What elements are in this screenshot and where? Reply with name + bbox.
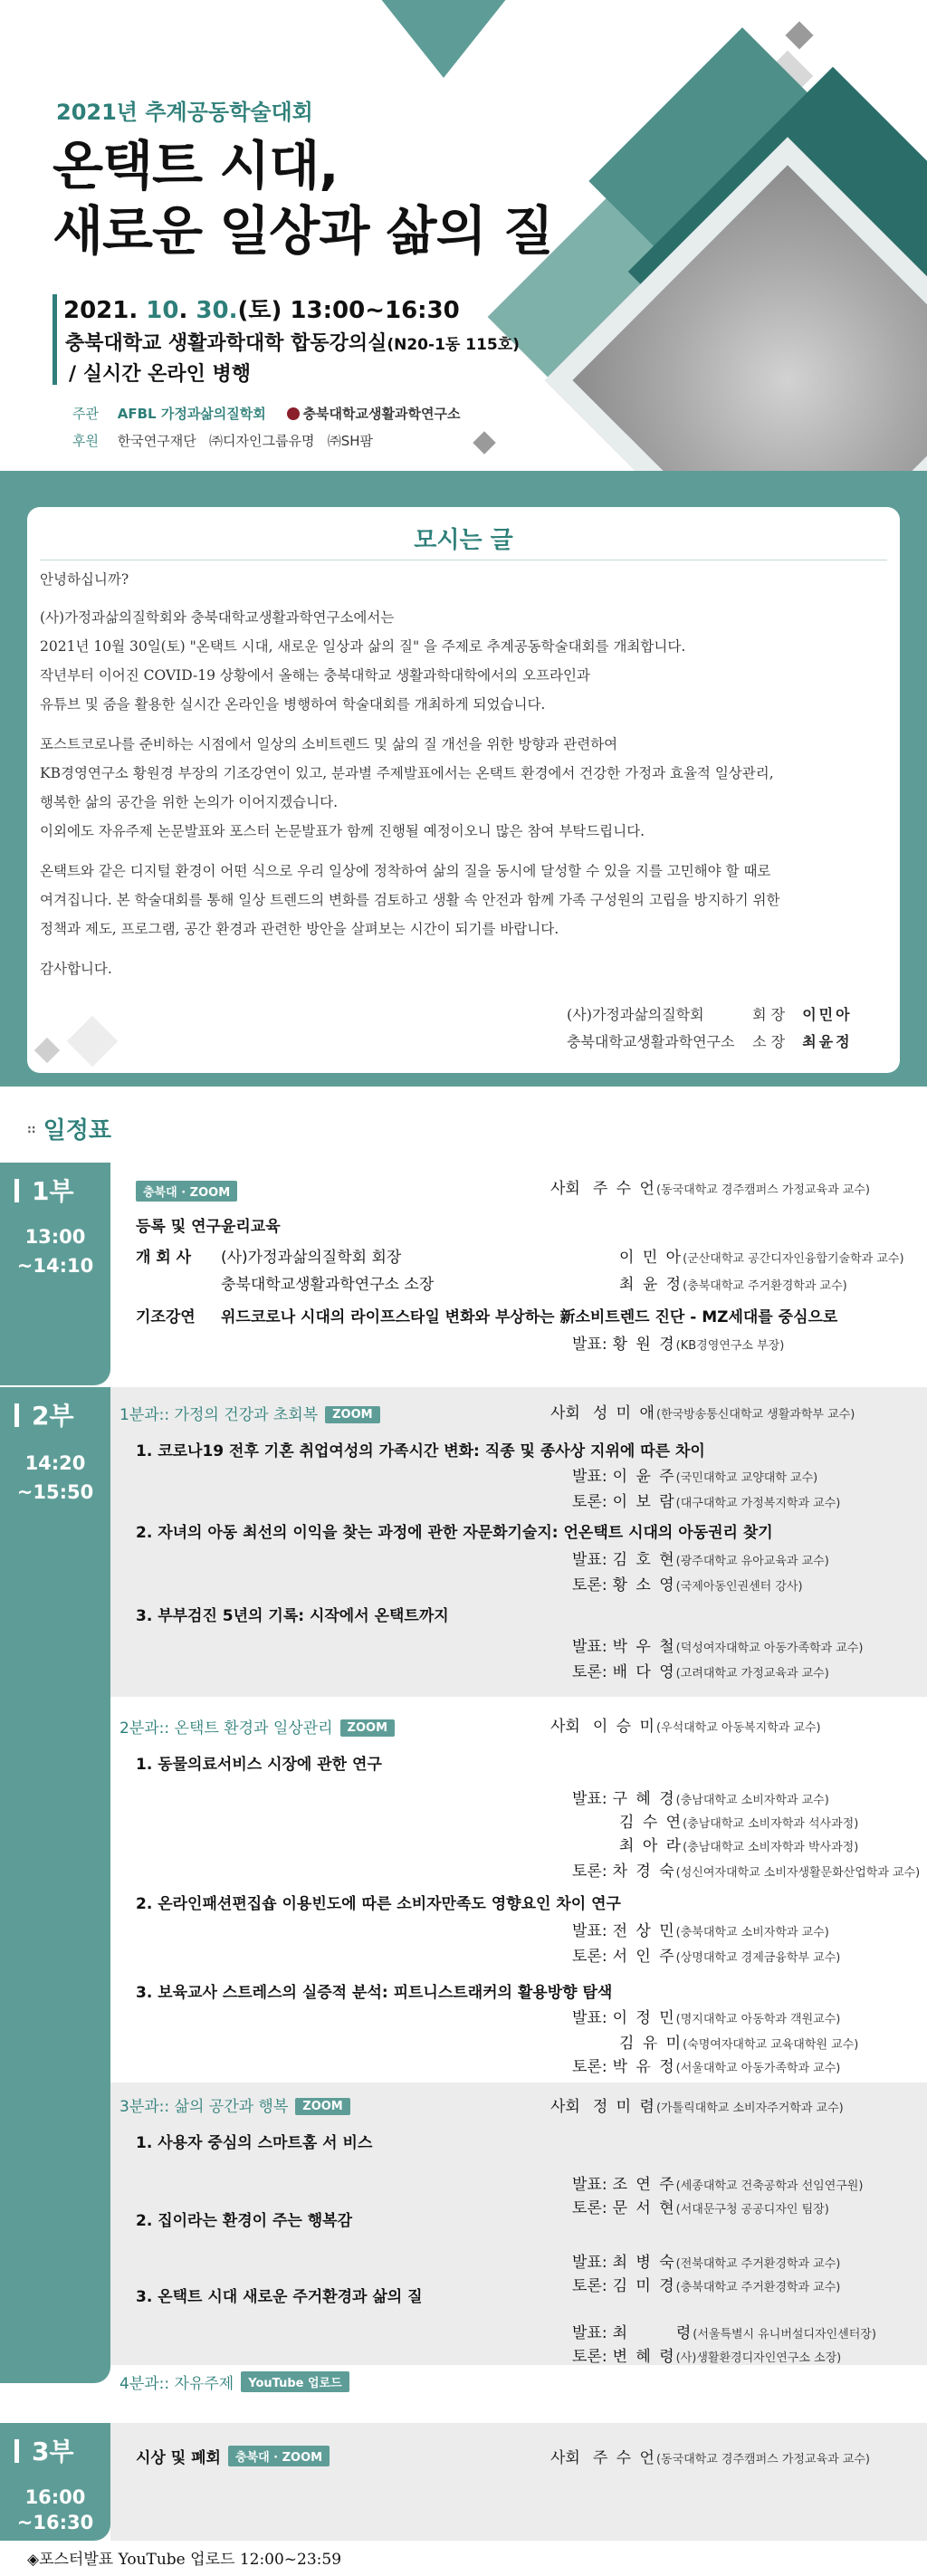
session-3 — [110, 2083, 927, 2365]
presenter-name: 전 상 민 — [612, 1922, 676, 1940]
presenter-affiliation: (서울특별시 유니버설디자인센터장) — [693, 2328, 876, 2341]
host-logo-afbl: AFBL 가정과삶의질학회 — [117, 406, 266, 422]
presenter-row — [572, 1786, 829, 1808]
presenter-affiliation: (충남대학교 소비자학과 교수) — [675, 1794, 829, 1807]
chair-label: 사회 — [550, 1180, 580, 1198]
presenter-name: 김 유 미 — [619, 2035, 683, 2053]
presenter-label: 발표: — [572, 1790, 607, 1808]
chair-row — [550, 1713, 821, 1736]
session-1 — [110, 1387, 927, 1697]
paragraph-2 — [40, 730, 891, 846]
chair-label: 사회 — [550, 2098, 580, 2116]
accent-bar — [53, 294, 57, 385]
talk-title: 1. 사용자 중심의 스마트홈 서 비스 — [136, 2134, 373, 2152]
discussant-label: 토론: — [572, 2058, 607, 2076]
presenter-row — [572, 2005, 840, 2027]
part-name: 3부 — [14, 2432, 74, 2468]
keynote-presenter — [572, 1331, 784, 1354]
registration-item: 등록 및 연구윤리교육 — [136, 1218, 281, 1236]
presenter-name: 김 호 현 — [612, 1551, 676, 1569]
discussant-row — [572, 2273, 840, 2295]
venue-tag: 충북대 · ZOOM — [136, 1181, 237, 1202]
discussant-affiliation: (대구대학교 가정복지학과 교수) — [675, 1497, 841, 1510]
signature-1 — [567, 1003, 853, 1024]
presenter-row — [619, 2030, 858, 2053]
presenter-affiliation: (국민대학교 교양대학 교수) — [675, 1471, 818, 1485]
discussant-affiliation: (충북대학교 주거환경학과 교수) — [675, 2281, 841, 2294]
speaker-name: 이 민 아 — [619, 1249, 683, 1267]
presenter-name: 구 혜 경 — [612, 1790, 676, 1808]
text-line: 유튜브 및 줌을 활용한 실시간 온라인을 병행하여 학술대회를 개최하게 되었습니다. — [40, 696, 546, 713]
chair-row — [550, 1400, 855, 1422]
chair-row — [550, 2445, 870, 2467]
presenter-label: 발표: — [572, 2254, 607, 2272]
session-title-row — [119, 1402, 380, 1424]
hero-header — [0, 0, 927, 471]
part-body — [110, 2423, 927, 2541]
presenter-row — [572, 2171, 863, 2194]
part-sidebar — [0, 1163, 110, 1385]
date-day: 30. — [187, 297, 238, 324]
part-start-time: 16:00 — [24, 2486, 86, 2508]
date-month: 10 — [146, 297, 179, 324]
presenter-affiliation: (전북대학교 주거환경학과 교수) — [675, 2257, 841, 2271]
online-note: / 실시간 온라인 병행 — [69, 363, 252, 386]
host-label: 주관 — [72, 406, 99, 422]
talk-title: 3. 온택트 시대 새로운 주거환경과 삶의 질 — [136, 2288, 423, 2306]
text-line: 행복한 삶의 공간을 위한 논의가 이어지겠습니다. — [40, 794, 339, 810]
presenter-name: 최 아 라 — [619, 1837, 683, 1855]
presenter-label: 발표: — [572, 1638, 607, 1656]
presenter-name: 황 원 경 — [612, 1336, 676, 1354]
bullet-icon: :: — [27, 1122, 36, 1135]
talk-title: 2. 자녀의 아동 최선의 이익을 찾는 과정에 관한 자문화기술지: 언온택트 시대의 아동권리 찾기 — [136, 1524, 773, 1542]
decorative-diamond — [473, 431, 495, 454]
sponsor-label: 후원 — [72, 433, 99, 449]
venue-tag: ZOOM — [325, 1406, 379, 1423]
chair-name: 성 미 애 — [592, 1404, 656, 1422]
date-dot: . — [178, 297, 188, 324]
presenter-name: 조 연 주 — [612, 2176, 676, 2194]
session-2 — [110, 1697, 927, 2077]
presenter-row — [619, 1809, 858, 1832]
youtube-tag: YouTube 업로드 — [241, 2371, 349, 2392]
host-line — [72, 404, 460, 423]
discussant-affiliation: (고려대학교 가정교육과 교수) — [675, 1667, 829, 1681]
text-line: 온택트와 같은 디지털 환경이 어떤 식으로 우리 일상에 정착하여 삶의 질을 동시에 달성할 수 있을 지를 고민해야 할 때로 — [40, 863, 771, 879]
discussant-name: 변 혜 령 — [612, 2348, 676, 2366]
presenter-row — [572, 1633, 863, 1656]
presenter-row — [572, 1918, 829, 1940]
discussant-label: 토론: — [572, 1493, 607, 1511]
opening-speaker — [619, 1271, 847, 1294]
presenter-label: 발표: — [572, 1551, 607, 1569]
poster-note: ◈포스터발표 YouTube 업로드 12:00~23:59 — [27, 2551, 342, 2569]
text-line: 정책과 제도, 프로그램, 공간 환경과 관련한 방안을 살펴보는 시간이 되기를 바랍니다. — [40, 921, 559, 937]
discussant-affiliation: (사)생활환경디자인연구소 소장) — [675, 2351, 842, 2365]
chair-label: 사회 — [550, 1404, 580, 1422]
discussant-row — [572, 2195, 829, 2217]
presenter-row — [572, 1463, 817, 1486]
event-subtitle: 2021년 추계공동학술대회 — [56, 100, 313, 125]
discussant-row — [572, 2343, 841, 2366]
discussant-row — [572, 2054, 840, 2076]
discussant-name: 김 미 경 — [612, 2277, 676, 2295]
sign-role: 회 장 — [752, 1006, 786, 1023]
sign-org: 충북대학교생활과학연구소 — [567, 1033, 735, 1050]
discussant-name: 차 경 숙 — [612, 1863, 676, 1881]
chair-row — [550, 1175, 870, 1198]
session-4 — [110, 2365, 927, 2401]
presenter-affiliation: (명지대학교 아동학과 객원교수) — [675, 2013, 841, 2026]
part-body — [110, 1163, 927, 1385]
sign-name: 최윤정 — [802, 1033, 853, 1050]
discussant-label: 토론: — [572, 1576, 607, 1594]
presenter-affiliation: (충북대학교 소비자학과 교수) — [675, 1926, 829, 1939]
presenter-affiliation: (충남대학교 소비자학과 석사과정) — [683, 1817, 859, 1831]
chair-affiliation: (우석대학교 아동복지학과 교수) — [655, 1721, 821, 1735]
host-logo-cbnu: 충북대학교생활과학연구소 — [302, 406, 461, 422]
keynote-label: 기조강연 — [136, 1308, 196, 1326]
discussant-name: 배 다 영 — [612, 1663, 676, 1681]
sponsor-list: 한국연구재단 ㈜디자인그룹유명 ㈜SH팜 — [117, 433, 374, 449]
discussant-row — [572, 1489, 840, 1511]
chair-row — [550, 2093, 844, 2116]
part-end-time: ~15:50 — [16, 1481, 94, 1503]
session-title-row — [119, 2370, 349, 2393]
venue-room: (N20-1동 115호) — [387, 336, 520, 354]
discussant-affiliation: (국제아동인권센터 강사) — [675, 1580, 803, 1594]
talk-title: 3. 보육교사 스트레스의 실증적 분석: 피트니스트래커의 활용방향 탐색 — [136, 1984, 613, 2002]
closing-title: 시상 및 폐회 — [136, 2449, 221, 2467]
seal-icon — [287, 407, 300, 420]
presenter-row — [619, 1833, 858, 1855]
chair-name: 주 수 언 — [592, 2449, 656, 2467]
session-title: 2분과:: 온택트 환경과 일상관리 — [119, 1719, 333, 1738]
schedule-part-2 — [0, 1387, 927, 2393]
speaker-affiliation: (충북대학교 주거환경학과 교수) — [683, 1279, 847, 1293]
discussant-name: 황 소 영 — [612, 1576, 676, 1594]
session-title: 3분과:: 삶의 공간과 행복 — [119, 2098, 289, 2116]
text-line: 이외에도 자유주제 논문발표와 포스터 논문발표가 함께 진행될 예정이오니 많은 참여 부탁드립니다. — [40, 823, 645, 839]
presenter-name: 이 윤 주 — [612, 1468, 676, 1486]
schedule-title-text: 일정표 — [43, 1117, 111, 1144]
discussant-row — [572, 1659, 829, 1681]
text-line: KB경영연구소 황원경 부장의 기조강연이 있고, 분과별 주제발표에서는 온택트 환경에서 건강한 가정과 효율적 일상관리, — [40, 765, 774, 781]
part-body — [110, 1387, 927, 2393]
discussant-row — [572, 1572, 803, 1594]
decorative-diamond — [785, 21, 813, 49]
part-name: 1부 — [14, 1172, 74, 1208]
presenter-label: 발표: — [572, 1922, 607, 1940]
session-title-row — [119, 1715, 395, 1738]
closing-row — [136, 2445, 330, 2467]
talk-title: 1. 동물의료서비스 시장에 관한 연구 — [136, 1756, 382, 1774]
paragraph-1 — [40, 603, 891, 719]
presenter-affiliation: (KB경영연구소 부장) — [675, 1339, 785, 1353]
discussant-label: 토론: — [572, 2199, 607, 2217]
opening-label: 개 회 사 — [136, 1249, 192, 1267]
discussant-label: 토론: — [572, 1948, 607, 1966]
chair-affiliation: (가톨릭대학교 소비자주거학과 교수) — [655, 2102, 844, 2115]
venue-tag-row — [136, 1181, 237, 1202]
presenter-affiliation: (숙명여자대학교 교육대학원 교수) — [683, 2038, 859, 2052]
discussant-affiliation: (서울대학교 아동가족학과 교수) — [675, 2062, 841, 2075]
sponsor-line — [72, 431, 373, 450]
opening-speaker — [619, 1244, 904, 1267]
part-start-time: 13:00 — [24, 1226, 86, 1248]
discussant-row — [572, 1858, 920, 1881]
talk-title: 2. 온라인패션편집숍 이용빈도에 따른 소비자만족도 영향요인 차이 연구 — [136, 1895, 621, 1913]
signature-2 — [567, 1030, 853, 1051]
discussant-label: 토론: — [572, 1863, 607, 1881]
date-time: (토) 13:00~16:30 — [237, 297, 460, 324]
venue-tag: 충북대 · ZOOM — [228, 2446, 330, 2466]
venue-tag: ZOOM — [340, 1719, 395, 1737]
discussant-affiliation: (상명대학교 경제금융학부 교수) — [675, 1951, 841, 1965]
event-date — [63, 292, 460, 325]
presenter-row — [572, 1547, 829, 1569]
discussant-affiliation: (서대문구청 공공디자인 팀장) — [675, 2203, 829, 2217]
event-title-line1: 온택트 시대, — [53, 135, 339, 196]
sign-org: (사)가정과삶의질학회 — [567, 1006, 704, 1023]
part-name: 2부 — [14, 1396, 74, 1432]
text-line: (사)가정과삶의질학회와 충북대학교생활과학연구소에서는 — [40, 609, 395, 626]
speaker-name: 최 윤 정 — [619, 1276, 683, 1294]
presenter-name: 박 우 철 — [612, 1638, 676, 1656]
text-line: 여겨집니다. 본 학술대회를 통해 일상 트렌드의 변화를 검토하고 생활 속 안전과 함께 가족 구성원의 고립을 방지하기 위한 — [40, 892, 780, 908]
decorative-triangle — [380, 0, 507, 78]
part-end-time: ~14:10 — [16, 1255, 94, 1277]
part-start-time: 14:20 — [24, 1452, 86, 1474]
discussant-name: 문 서 현 — [612, 2199, 676, 2217]
schedule-title — [27, 1112, 119, 1145]
chair-affiliation: (한국방송통신대학교 생활과학부 교수) — [655, 1408, 855, 1422]
presenter-affiliation: (광주대학교 유아교육과 교수) — [675, 1555, 829, 1568]
chair-name: 정 미 렴 — [592, 2098, 656, 2116]
schedule-part-3 — [0, 2423, 927, 2541]
event-venue — [65, 328, 520, 356]
part-sidebar — [0, 1387, 110, 2383]
discussant-label: 토론: — [572, 2348, 607, 2366]
talk-title: 1. 코로나19 전후 기혼 취업여성의 가족시간 변화: 직종 및 종사상 지위에 따른 차이 — [136, 1442, 705, 1460]
presenter-name: 김 수 연 — [619, 1814, 683, 1832]
opening-role: (사)가정과삶의질학회 회장 — [221, 1249, 402, 1267]
chair-label: 사회 — [550, 1718, 580, 1736]
chair-name: 주 수 언 — [592, 1180, 656, 1198]
presenter-affiliation: (세종대학교 건축공학과 선임연구원) — [675, 2179, 864, 2193]
text-line: 포스트코로나를 준비하는 시점에서 일상의 소비트렌드 및 삶의 질 개선을 위한 방향과 관련하여 — [40, 736, 618, 752]
discussant-label: 토론: — [572, 2277, 607, 2295]
chair-affiliation: (동국대학교 경주캠퍼스 가정교육과 교수) — [655, 2453, 870, 2466]
talk-title: 3. 부부검진 5년의 기록: 시작에서 온택트까지 — [136, 1607, 449, 1625]
decorative-diamond — [67, 1016, 119, 1068]
event-title-line2: 새로운 일상과 삶의 질 — [53, 200, 553, 262]
venue-tag: ZOOM — [295, 2098, 349, 2115]
date-year: 2021. — [63, 297, 147, 324]
text-line: 2021년 10월 30일(토) "온택트 시대, 새로운 일상과 삶의 질" 을 주제로 추계공동학술대회를 개최합니다. — [40, 638, 686, 655]
part-end-time: ~16:30 — [16, 2512, 94, 2533]
decorative-diamond — [34, 1038, 60, 1063]
discussant-name: 박 유 정 — [612, 2058, 676, 2076]
presenter-label: 발표: — [572, 2009, 607, 2027]
discussant-label: 토론: — [572, 1663, 607, 1681]
venue-name: 충북대학교 생활과학대학 합동강의실 — [65, 332, 387, 355]
presenter-row — [572, 2249, 840, 2272]
greeting: 안녕하십니까? — [40, 571, 129, 588]
paragraph-3 — [40, 857, 891, 943]
discussant-name: 서 인 주 — [612, 1948, 676, 1966]
presenter-label: 발표: — [572, 1468, 607, 1486]
presenter-name: 최 병 숙 — [612, 2254, 676, 2272]
session-title-row — [119, 2093, 350, 2116]
invitation-card — [27, 507, 900, 1073]
keynote-title: 위드코로나 시대의 라이프스타일 변화와 부상하는 新소비트렌드 진단 - MZ세대를 중심으로 — [221, 1308, 838, 1326]
sign-role: 소 장 — [752, 1033, 786, 1050]
session-title: 4분과:: 자유주제 — [119, 2375, 234, 2393]
chair-affiliation: (동국대학교 경주캠퍼스 가정교육과 교수) — [655, 1183, 870, 1197]
discussant-name: 이 보 람 — [612, 1493, 676, 1511]
opening-role: 충북대학교생활과학연구소 소장 — [221, 1276, 435, 1294]
presenter-label: 발표: — [572, 1336, 607, 1354]
presenter-name: 이 정 민 — [612, 2009, 676, 2027]
presenter-label: 발표: — [572, 2324, 607, 2342]
presenter-name: 최 령 — [612, 2324, 693, 2342]
presenter-affiliation: (충남대학교 소비자학과 박사과정) — [683, 1841, 859, 1854]
presenter-affiliation: (덕성여자대학교 아동가족학과 교수) — [675, 1642, 864, 1655]
presenter-row — [572, 2320, 876, 2342]
schedule-part-1 — [0, 1163, 927, 1385]
discussant-row — [572, 1943, 840, 1966]
text-line: 작년부터 이어진 COVID-19 상황에서 올해는 충북대학교 생활과학대학에서의 오프라인과 — [40, 667, 590, 684]
sign-name: 이민아 — [802, 1006, 853, 1023]
thanks: 감사합니다. — [40, 961, 112, 977]
talk-title: 2. 집이라는 환경이 주는 행복감 — [136, 2212, 353, 2230]
chair-name: 이 승 미 — [592, 1718, 656, 1736]
session-title: 1분과:: 가정의 건강과 초회복 — [119, 1406, 319, 1424]
invitation-title: 모시는 글 — [414, 527, 513, 554]
presenter-label: 발표: — [572, 2176, 607, 2194]
chair-label: 사회 — [550, 2449, 580, 2467]
speaker-affiliation: (군산대학교 공간디자인융합기술학과 교수) — [683, 1252, 904, 1266]
part-sidebar — [0, 2423, 110, 2541]
discussant-affiliation: (성신여자대학교 소비자생활문화산업학과 교수) — [675, 1866, 921, 1880]
